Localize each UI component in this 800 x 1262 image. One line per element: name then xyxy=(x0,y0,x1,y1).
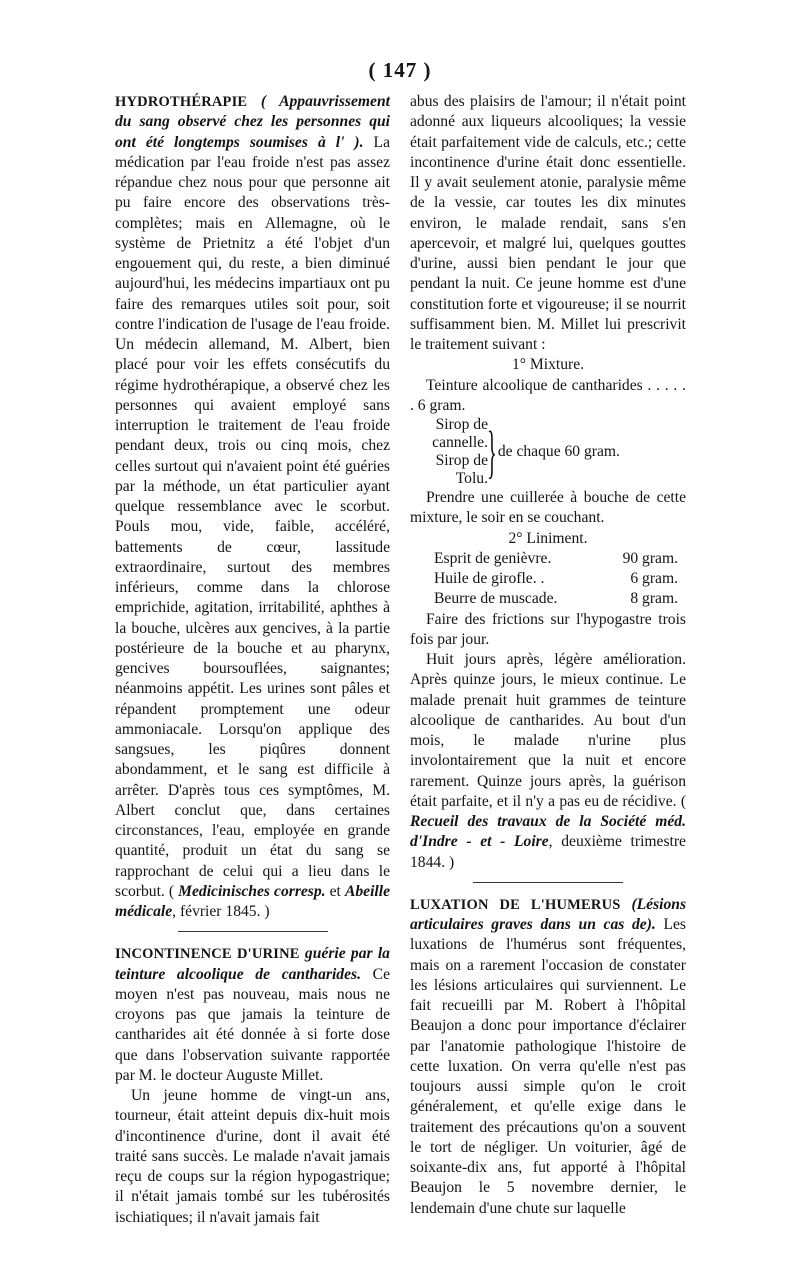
outcome-text: Huit jours après, légère amélioration. Après quinze jours, le mieux continue. Le malade prenait huit grammes de teinture alcoolique de cantharides. Au bout d'un mois, le malade n'urine plus involontairement que la nuit et encore rarement. Quinze jours après, la guérison était parfaite, et il n'y a pas eu de récidive. xyxy=(410,651,686,810)
luxation-article xyxy=(410,895,686,1219)
ingredient-qty: 8 gram. xyxy=(630,590,678,608)
sirop-names xyxy=(426,416,488,488)
case-paragraph: Un jeune homme de vingt-un ans, tourneur, était atteint depuis dix-huit mois d'incontinence d'urine, dont il avait été traité sans succès. Le malade n'avait jamais reçu de coups sur la région hypogastrique; il n'était jamais tombé sur les tubérosités ischiatiques; il n'avait jamais fait xyxy=(115,1087,390,1226)
hydrotherapie-subtitle: ( Appauvrissement du sang observé chez les personnes qui ont été longtemps soumises à l' ). xyxy=(115,93,390,151)
ingredient-name: Beurre de muscade. xyxy=(434,590,558,608)
outcome-ref-open: ( xyxy=(676,792,687,810)
hydrotherapie-body: La médication par l'eau froide n'est pas assez répandue chez nous pour que personne ait pu faire encore des observations très-complètes; mais en Allemagne, où le système de Prietnitz a été l'objet d'un engouement qui, du reste, a bien diminué aujourd'hui, les médecins impartiaux ont pu faire des remarques utiles soit pour, soit contre l'indication de l'usage de l'eau froide. Un médecin allemand, M. Albert, bien placé pour voir les effets consécutifs du régime hydrothérapique, a observé chez les personnes qui avaient employé sans interruption le traitement de l'eau froide pendant deux, trois ou cinq mois, chez celles surtout qui n'avaient point été guéries par la méthode, un état particulier ayant quelque ressemblance avec le scorbut. Pouls mou, vide, faible, accéléré, battements de cœur, lassitude extraordinaire, surtout des membres inférieurs, comme dans la chlorose emprichide, agitation, irritabilité, aphthes à la bouche, ulcères aux gencives, à la partie postérieure de la bouche et au pharynx, gencives boursouflées, saignantes; néanmoins appétit. Les urines sont pâles et répandent promptement une odeur ammoniacale. Lorsqu'on applique des sangsues, les piqûres donnent abondamment, et le sang est difficile à arrêter. D'après tous ces symptômes, M. Albert conclut que, dans certaines circonstances, l'eau, employée en grande quantité, produit un état du sang se rapprochant de celui qui a lieu dans le scorbut. xyxy=(115,133,390,900)
incontinence-subtitle: guérie par la teinture alcoolique de cantharides. xyxy=(115,945,390,983)
incontinence-title: INCONTINENCE D'URINE xyxy=(115,946,300,963)
section-divider xyxy=(178,931,328,932)
left-column xyxy=(115,92,390,1228)
liniment-row xyxy=(434,589,678,609)
liniment-row xyxy=(434,549,678,569)
hydrotherapie-ref-date: , février 1845. ) xyxy=(172,903,270,920)
mixture-instructions: Prendre une cuillerée à bouche de cette mixture, le soir en se couchant. xyxy=(410,489,686,527)
mixture-heading: 1° Mixture. xyxy=(511,356,585,374)
luxation-body: Les luxations de l'humérus sont fréquentes, mais on a rarement l'occasion de constater les lésions articulaires qui surviennent. Le fait recueilli par M. Robert à l'hôpital Beaujon a donc pour importance d'éclairer par l'anatomie pathologique l'histoire de cette luxation. On verra qu'elle n'est pas toujours aussi simple qu'on le croit généralement, et qu'elle exige dans le traitement des précautions qu'on a souvent le tort de négliger. Un voiturier, âgé de soixante-dix ans, fut apporté à l'hôpital Beaujon le 5 novembre dernier, le lendemain d'une chute sur laquelle xyxy=(410,916,686,1217)
outcome-ref-journal: Recueil des travaux de la Société méd. d'Indre - et - Loire xyxy=(410,813,686,851)
right-column xyxy=(410,92,686,1219)
case-continuation: abus des plaisirs de l'amour; il n'était point adonné aux liqueurs alcooliques; la vessie était parfaitement vide de calculs, etc.; cette incontinence d'urine était donc essentielle. Il y avait seulement atonie, paralysie même de la vessie, car toutes les dix minutes environ, le malade rendait, sans s'en apercevoir, et malgré lui, quelques gouttes d'urine, aussi bien pendant le jour que pendant la nuit. Ce jeune homme est d'une constitution forte et vigoureuse; il se nourrit suffisamment bien. M. Millet lui prescrivit le traitement suivant : xyxy=(410,93,686,353)
mixture-line1: Teinture alcoolique de cantharides . . . . . . 6 gram. xyxy=(410,376,686,414)
ingredient-name: Huile de girofle. . xyxy=(434,570,545,587)
section-divider xyxy=(473,882,623,883)
hydrotherapie-ref-journal2: Abeille médicale xyxy=(115,882,391,920)
outcome-ref-date: , deuxième trimestre 1844. ) xyxy=(410,833,686,871)
hydrotherapie-ref-journal: Medicinisches corresp. xyxy=(178,882,326,900)
sirop-tolu: Sirop de Tolu. xyxy=(435,452,488,487)
luxation-title: LUXATION DE L'HUMERUS xyxy=(410,896,621,913)
ingredient-name: Esprit de genièvre. xyxy=(434,549,552,567)
outcome-paragraph xyxy=(410,650,686,873)
ingredient-qty: 90 gram. xyxy=(622,549,678,567)
incontinence-article xyxy=(115,944,390,1086)
hydrotherapie-article xyxy=(115,92,390,922)
hydrotherapie-ref-open: ( xyxy=(168,882,179,900)
ingredient-qty: 6 gram. xyxy=(630,570,678,587)
page-number: ( 147 ) xyxy=(368,58,432,82)
sirop-cannelle: Sirop de cannelle. xyxy=(432,416,488,451)
hydrotherapie-title: HYDROTHÉRAPIE xyxy=(115,94,248,110)
liniment-heading: 2° Liniment. xyxy=(508,529,588,547)
liniment-table xyxy=(434,549,678,610)
liniment-row xyxy=(434,569,678,589)
sirop-brace-group xyxy=(426,416,686,488)
incontinence-body: Ce moyen n'est pas nouveau, mais nous ne croyons pas que jamais la teinture de cantharides ait été donnée à si forte dose que dans l'observation suivante rapportée par M. le docteur Auguste Millet. xyxy=(115,965,390,1084)
luxation-subtitle: (Lésions articulaires graves dans un cas de). xyxy=(410,895,687,933)
friction-instructions: Faire des frictions sur l'hypogastre trois fois par jour. xyxy=(410,610,686,648)
hydrotherapie-ref-et: et xyxy=(325,882,345,900)
sirop-quantity: de chaque 60 gram. xyxy=(497,442,620,460)
brace-symbol: } xyxy=(487,419,497,484)
